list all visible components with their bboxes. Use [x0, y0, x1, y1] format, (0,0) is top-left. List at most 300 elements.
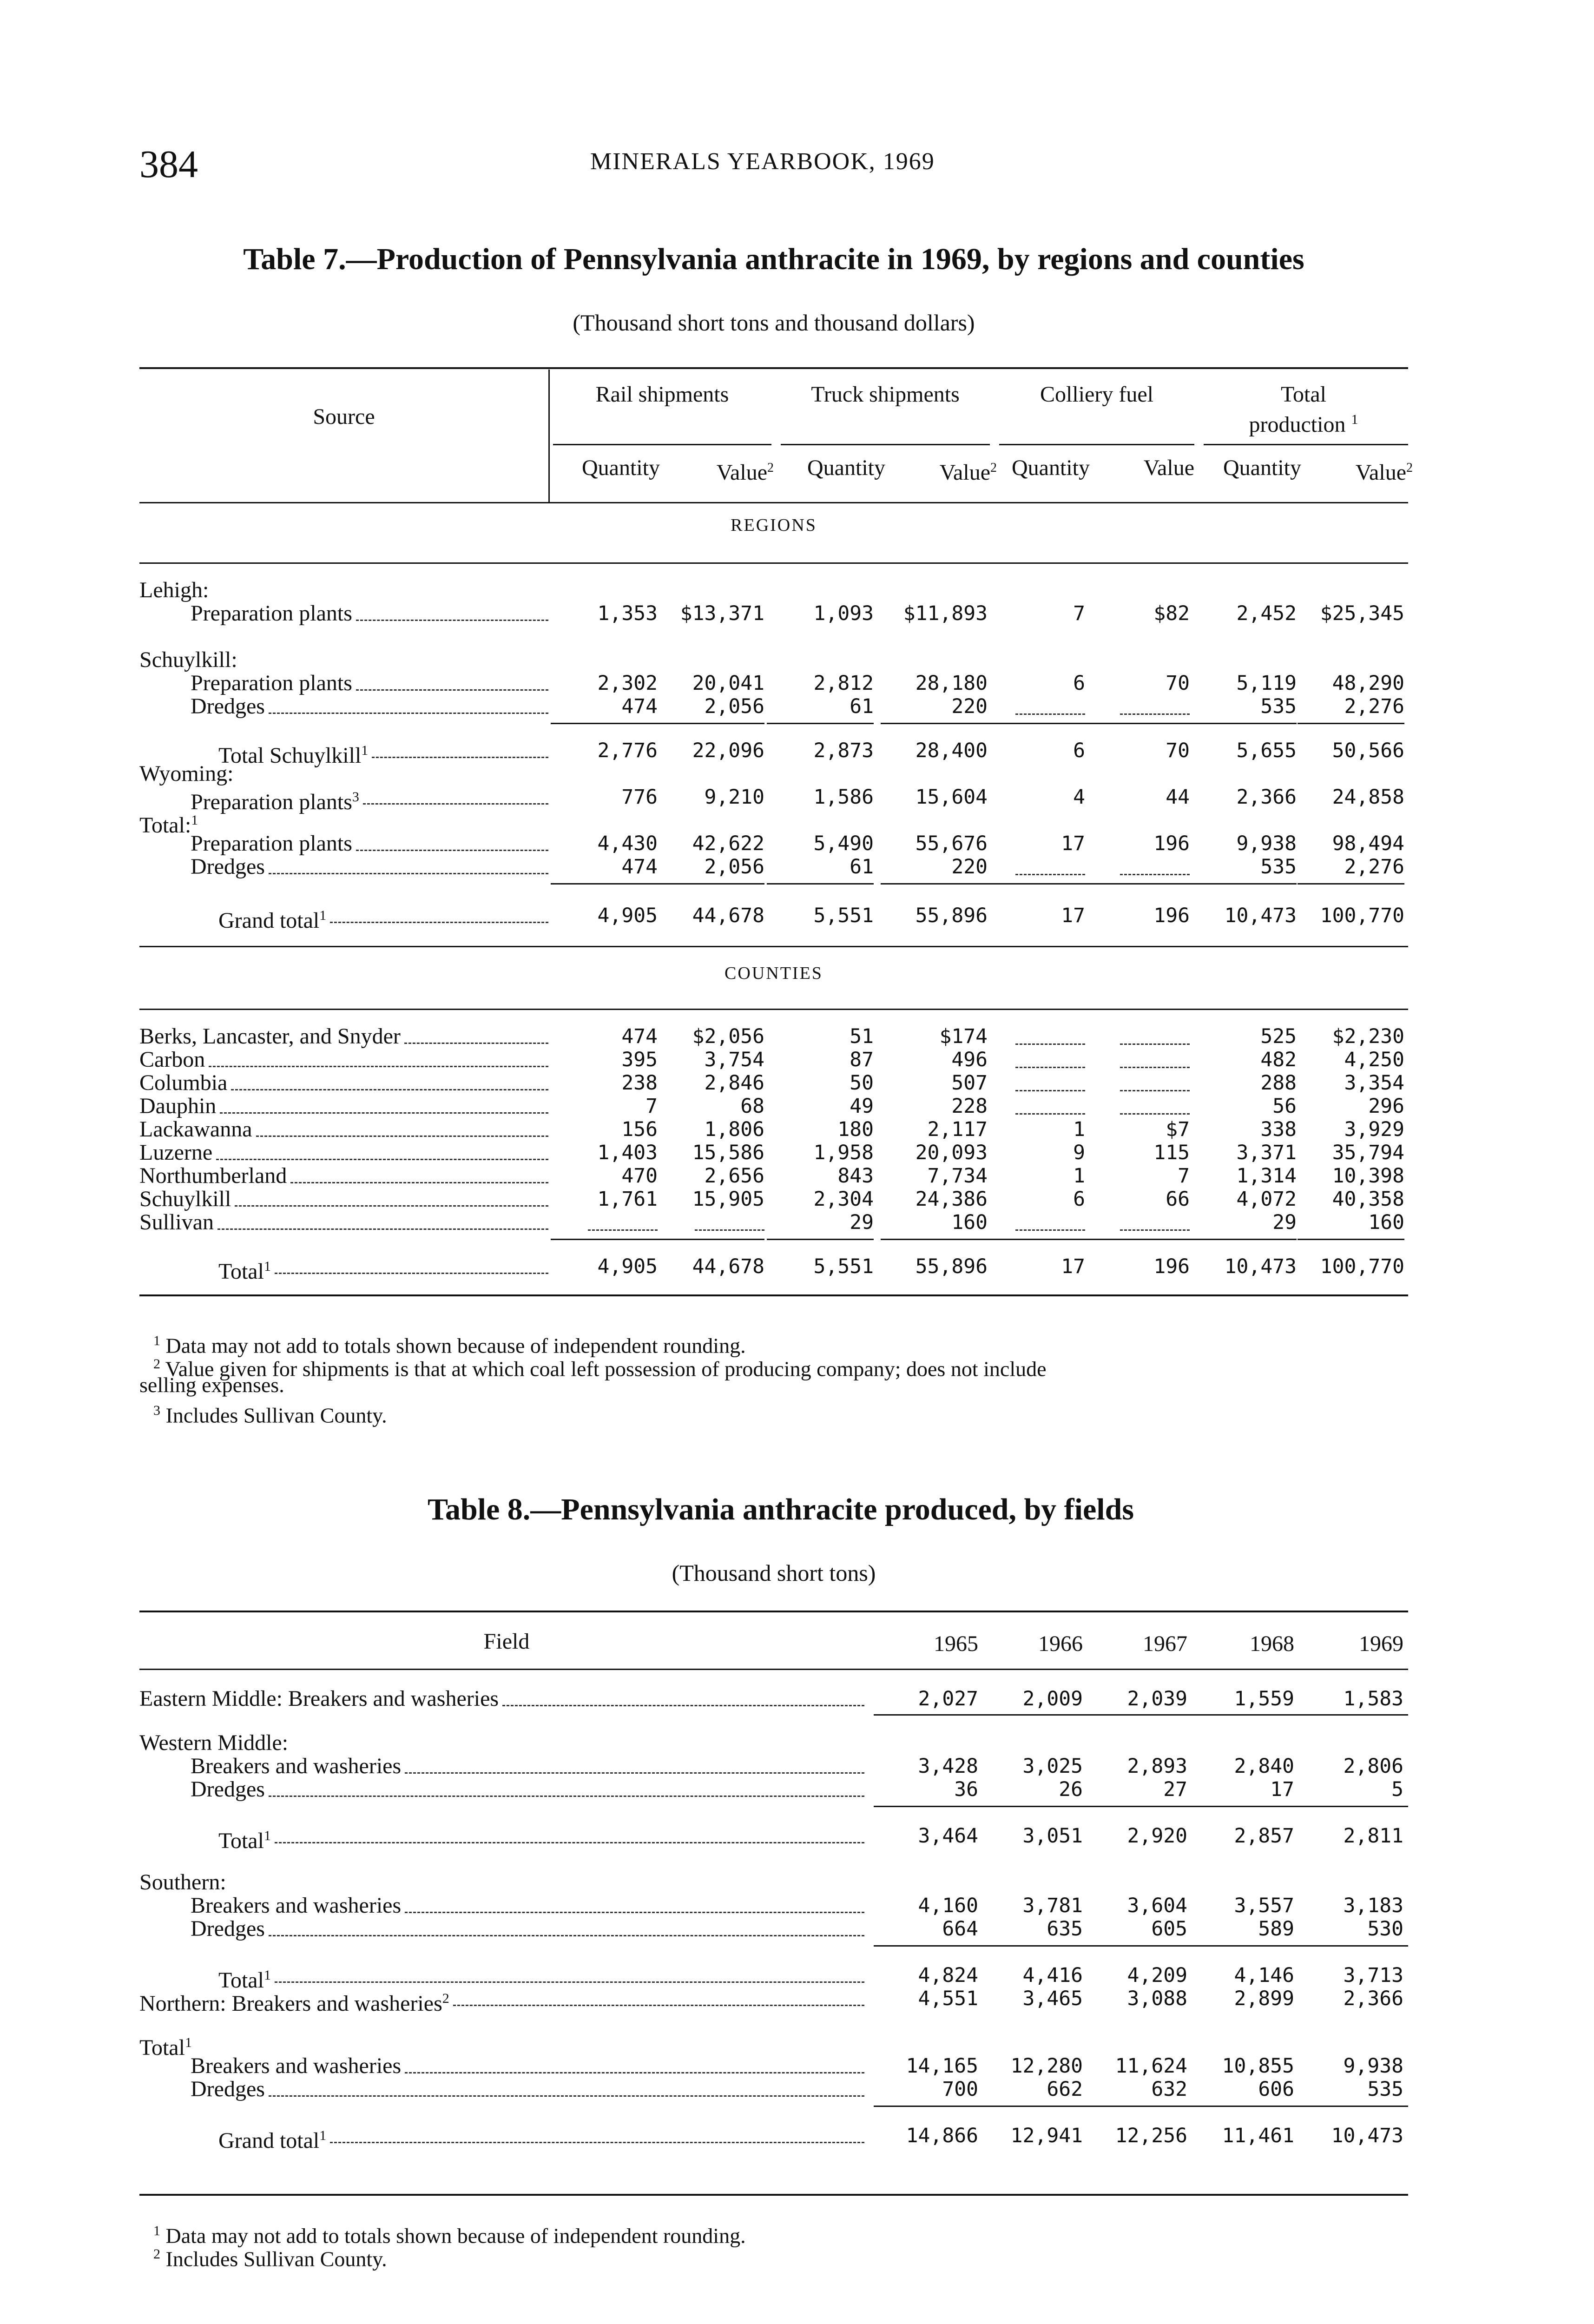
cell-value: 50,566	[1332, 739, 1404, 762]
rail-group-rule	[553, 444, 771, 445]
footnote-mark: 2	[153, 2246, 160, 2262]
cell-value: 3,088	[1127, 1987, 1187, 2010]
subtotal-rule	[551, 723, 658, 724]
subtotal-rule	[874, 2106, 1408, 2107]
footnote	[139, 1373, 284, 1397]
cell-value: 5,490	[813, 832, 874, 855]
cell-value: 2,304	[813, 1188, 874, 1211]
cell-value: 1,314	[1236, 1164, 1297, 1188]
section-regions: REGIONS	[731, 515, 817, 535]
cell-value: 9,210	[704, 786, 764, 809]
table7.county_rows-label: Schuylkill	[139, 1187, 231, 1211]
subtotal-rule	[1083, 723, 1190, 724]
subtotal-rule	[1083, 883, 1190, 885]
cell-value: 3,557	[1234, 1894, 1294, 1917]
table7.county_rows-label: Columbia	[139, 1070, 228, 1095]
subtotal-rule	[551, 883, 658, 885]
cell-value: 61	[850, 695, 874, 718]
table8-row-label: Grand total$^1$	[218, 2128, 327, 2153]
footnote-mark: 1	[263, 1828, 271, 1843]
leader-dots	[405, 1912, 864, 1913]
table8-row-label: Breakers and washeries	[191, 2053, 402, 2078]
cell-value: 4,250	[1344, 1048, 1404, 1071]
subtotal-rule	[874, 1945, 1408, 1947]
subtotal-rule	[658, 883, 764, 885]
footnote-mark: 3	[153, 1403, 160, 1418]
footnote-mark: 1	[153, 1333, 160, 1348]
footnote	[153, 2243, 387, 2271]
table8-row-label: Dredges	[191, 2077, 265, 2101]
cell-value: 160	[1368, 1211, 1404, 1234]
cell-value: 87	[850, 1048, 874, 1071]
cell-value: 5,655	[1236, 739, 1297, 762]
cell-value: 2,039	[1127, 1687, 1187, 1710]
cell-value: 26	[1059, 1778, 1083, 1801]
year-header-1969: 1969	[1359, 1631, 1403, 1656]
cell-value: 1,586	[813, 786, 874, 809]
cell-value: 28,180	[915, 672, 988, 695]
table8-col-field: Field	[483, 1629, 530, 1654]
leader-dots	[269, 1935, 864, 1936]
footnote-mark: 2	[767, 461, 774, 475]
cell-value: 1	[1073, 1164, 1085, 1188]
cell-value: 2,857	[1234, 1824, 1294, 1848]
cell-value: 22,096	[692, 739, 764, 762]
cell-value: 2,920	[1127, 1824, 1187, 1848]
table7.region_rows-label: Schuylkill:	[139, 647, 237, 672]
leader-dots	[404, 1043, 548, 1044]
cell-value: 2,056	[704, 855, 764, 878]
table7.region_rows-label: Grand total$^1$	[218, 908, 327, 933]
subtotal-rule	[881, 883, 988, 885]
year-header-1968: 1968	[1250, 1631, 1294, 1656]
cell-value: 2,366	[1343, 1987, 1403, 2010]
cell-value: 470	[621, 1164, 658, 1188]
subtotal-rule	[978, 723, 1085, 724]
cell-value: 7	[1178, 1164, 1190, 1188]
empty-cell-dashes	[1015, 1043, 1085, 1045]
leader-dots	[356, 850, 548, 851]
cell-value: 238	[621, 1071, 658, 1095]
subhead-value: Value$^2$	[1355, 460, 1413, 485]
table7-group-truck: Truck shipments	[811, 382, 960, 407]
cell-value: 1,761	[597, 1188, 658, 1211]
subtotal-rule	[658, 723, 764, 724]
cell-value: 3,754	[704, 1048, 764, 1071]
cell-value: 11,624	[1115, 2054, 1187, 2078]
leader-dots	[275, 1842, 864, 1843]
cell-value: 2,056	[704, 695, 764, 718]
cell-value: 1,403	[597, 1141, 658, 1164]
cell-value: 3,464	[918, 1824, 978, 1848]
cell-value: 24,386	[915, 1188, 988, 1211]
table7.county_rows-label: Dauphin	[139, 1094, 217, 1118]
subtotal-rule	[1190, 883, 1297, 885]
cell-value: 55,896	[915, 904, 988, 927]
cell-value: 196	[1153, 1255, 1190, 1278]
cell-value: 98,494	[1332, 832, 1404, 855]
cell-value: 2,811	[1343, 1824, 1403, 1848]
leader-dots	[405, 1772, 864, 1774]
cell-value: 115	[1153, 1141, 1190, 1164]
table7-header-rule	[139, 502, 1408, 503]
cell-value: 68	[740, 1095, 764, 1118]
running-title: MINERALS YEARBOOK, 1969	[590, 148, 935, 175]
footnote-text: Includes Sullivan County.	[165, 1403, 387, 1427]
table7.region_rows-label: Preparation plants	[191, 671, 352, 695]
year-header-1966: 1966	[1038, 1631, 1083, 1656]
cell-value: 1,353	[597, 602, 658, 625]
footnote-mark: 1	[361, 743, 369, 758]
subtotal-rule	[881, 1239, 988, 1240]
leader-dots	[269, 2095, 864, 2097]
footnote-text: Value given for shipments is that at which coal left possession of producing company; does not include	[165, 1357, 1047, 1381]
cell-value: 29	[1272, 1211, 1297, 1234]
cell-value: 100,770	[1320, 1255, 1404, 1278]
table8-header-rule	[139, 1669, 1408, 1670]
cell-value: 589	[1258, 1917, 1294, 1941]
subtotal-rule	[767, 723, 874, 724]
footnote-text: Data may not add to totals shown because of independent rounding.	[165, 2224, 746, 2248]
footnote-mark: 1	[319, 908, 327, 923]
cell-value: 843	[837, 1164, 874, 1188]
cell-value: 10,473	[1224, 904, 1297, 927]
empty-cell-dashes	[588, 1229, 658, 1231]
cell-value: 2,276	[1344, 695, 1404, 718]
cell-value: 4,905	[597, 1255, 658, 1278]
cell-value: 530	[1367, 1917, 1403, 1941]
table7-group-total	[1199, 382, 1408, 437]
table8-top-rule	[139, 1611, 1408, 1612]
cell-value: 2,893	[1127, 1755, 1187, 1778]
cell-value: 17	[1061, 832, 1085, 855]
table8-row-label: Total$^1$	[139, 2035, 192, 2060]
subtotal-rule	[1298, 1239, 1404, 1240]
subtotal-rule	[1298, 883, 1404, 885]
cell-value: 2,776	[597, 739, 658, 762]
cell-value: 12,941	[1010, 2124, 1083, 2147]
cell-value: $82	[1153, 602, 1190, 625]
cell-value: 296	[1368, 1095, 1404, 1118]
footnote-mark: 2	[1406, 461, 1413, 475]
subtotal-rule	[874, 1714, 1408, 1716]
table8-row-label: Western Middle:	[139, 1730, 289, 1755]
table7.region_rows-label: Preparation plants	[191, 831, 352, 856]
table8-row-label: Northern: Breakers and washeries$^2$	[139, 1991, 449, 2016]
cell-value: 3,371	[1236, 1141, 1297, 1164]
cell-value: 160	[951, 1211, 988, 1234]
cell-value: 1,806	[704, 1118, 764, 1141]
table8-title: Table 8.—Pennsylvania anthracite produced, by fields	[427, 1492, 1134, 1526]
cell-value: 15,586	[692, 1141, 764, 1164]
cell-value: 474	[621, 855, 658, 878]
cell-value: 2,846	[704, 1071, 764, 1095]
cell-value: 5,551	[813, 904, 874, 927]
cell-value: 15,905	[692, 1188, 764, 1211]
cell-value: 2,899	[1234, 1987, 1294, 2010]
cell-value: 700	[942, 2078, 978, 2101]
subhead-quantity: Quantity	[1223, 456, 1301, 480]
cell-value: 5,551	[813, 1255, 874, 1278]
table7.region_rows-label: Preparation plants	[191, 601, 352, 626]
cell-value: 4,072	[1236, 1188, 1297, 1211]
cell-value: 338	[1260, 1118, 1297, 1141]
subtotal-rule	[978, 883, 1085, 885]
cell-value: 6	[1073, 739, 1085, 762]
cell-value: 36	[954, 1778, 978, 1801]
cell-value: 10,473	[1224, 1255, 1297, 1278]
table7-regions-rule	[139, 562, 1408, 564]
cell-value: 635	[1047, 1917, 1083, 1941]
subhead-quantity: Quantity	[807, 456, 885, 480]
cell-value: 2,812	[813, 672, 874, 695]
cell-value: 2,656	[704, 1164, 764, 1188]
cell-value: 4,824	[918, 1964, 978, 1987]
cell-value: 35,794	[1332, 1141, 1404, 1164]
cell-value: 48,290	[1332, 672, 1404, 695]
leader-dots	[372, 757, 548, 758]
cell-value: 5	[1391, 1778, 1403, 1801]
leader-dots	[216, 1159, 548, 1160]
cell-value: 605	[1151, 1917, 1187, 1941]
cell-value: 632	[1151, 2078, 1187, 2101]
table7.region_rows-label: Total:$^1$	[139, 812, 198, 838]
table7.region_rows-label: Lehigh:	[139, 578, 209, 602]
footnote-text: Includes Sullivan County.	[165, 2247, 387, 2271]
subtotal-rule	[767, 883, 874, 885]
leader-dots	[231, 1089, 548, 1090]
footnote-mark: 1	[153, 2223, 160, 2238]
cell-value: 196	[1153, 904, 1190, 927]
leader-dots	[363, 803, 548, 805]
leader-dots	[330, 2142, 864, 2143]
table8-row-label: Breakers and washeries	[191, 1893, 402, 1918]
empty-cell-dashes	[1015, 1229, 1085, 1231]
cell-value: 7	[646, 1095, 658, 1118]
table8-row-label: Dredges	[191, 1916, 265, 1941]
cell-value: 7,734	[927, 1164, 988, 1188]
cell-value: 5,119	[1236, 672, 1297, 695]
subtotal-rule	[767, 1239, 874, 1240]
cell-value: 395	[621, 1048, 658, 1071]
cell-value: 2,806	[1343, 1755, 1403, 1778]
cell-value: 3,051	[1022, 1824, 1083, 1848]
cell-value: 2,366	[1236, 786, 1297, 809]
cell-value: 29	[850, 1211, 874, 1234]
footnote-mark: 1	[1351, 412, 1358, 427]
table8-row-label: Total$^1$	[218, 1967, 271, 1993]
cell-value: 4,146	[1234, 1964, 1294, 1987]
table8-subtitle: (Thousand short tons)	[672, 1560, 876, 1586]
subtotal-rule	[1083, 1239, 1190, 1240]
table7-col-source: Source	[313, 404, 375, 429]
cell-value: 535	[1367, 2078, 1403, 2101]
cell-value: 474	[621, 1025, 658, 1048]
cell-value: 70	[1166, 739, 1190, 762]
footnote-mark: 1	[191, 812, 198, 828]
cell-value: 44,678	[692, 904, 764, 927]
cell-value: 9,938	[1343, 2054, 1403, 2078]
cell-value: 6	[1073, 672, 1085, 695]
cell-value: 1,583	[1343, 1687, 1403, 1710]
subtotal-rule	[1190, 1239, 1297, 1240]
footnote-text: Data may not add to totals shown because of independent rounding.	[165, 1334, 746, 1358]
leader-dots	[356, 689, 548, 691]
cell-value: 662	[1047, 2078, 1083, 2101]
leader-dots	[453, 2005, 864, 2006]
subtotal-rule	[874, 1806, 1408, 1807]
leader-dots	[269, 1796, 864, 1797]
cell-value: 42,622	[692, 832, 764, 855]
cell-value: 28,400	[915, 739, 988, 762]
table8-row-label: Southern:	[139, 1870, 226, 1895]
table7-bottom-rule	[139, 1294, 1408, 1296]
cell-value: 70	[1166, 672, 1190, 695]
cell-value: 4,209	[1127, 1964, 1187, 1987]
subhead-value: Value	[1143, 456, 1194, 480]
cell-value: 220	[951, 695, 988, 718]
table7.county_rows-label: Sullivan	[139, 1210, 214, 1235]
truck-group-rule	[781, 444, 990, 445]
cell-value: 6	[1073, 1188, 1085, 1211]
cell-value: 10,473	[1331, 2124, 1403, 2147]
cell-value: 3,713	[1343, 1964, 1403, 1987]
footnote-mark: 1	[263, 1967, 271, 1983]
table7-group-colliery: Colliery fuel	[1040, 382, 1153, 407]
cell-value: 2,452	[1236, 602, 1297, 625]
footnote	[153, 1399, 387, 1427]
subtotal-rule	[551, 1239, 658, 1240]
table7.county_rows-label: Carbon	[139, 1047, 205, 1072]
cell-value: 17	[1061, 904, 1085, 927]
cell-value: 180	[837, 1118, 874, 1141]
cell-value: 664	[942, 1917, 978, 1941]
cell-value: 10,398	[1332, 1164, 1404, 1188]
cell-value: 3,183	[1343, 1894, 1403, 1917]
subtotal-rule	[881, 723, 988, 724]
cell-value: 17	[1270, 1778, 1294, 1801]
cell-value: 20,041	[692, 672, 764, 695]
cell-value: 61	[850, 855, 874, 878]
cell-value: 3,604	[1127, 1894, 1187, 1917]
cell-value: 776	[621, 786, 658, 809]
cell-value: 17	[1061, 1255, 1085, 1278]
cell-value: 51	[850, 1025, 874, 1048]
table7-counties-top-rule	[139, 946, 1408, 947]
table7-group-rail: Rail shipments	[595, 382, 729, 407]
subtotal-rule	[1298, 723, 1404, 724]
section-counties: COUNTIES	[725, 964, 823, 983]
cell-value: 4	[1073, 786, 1085, 809]
cell-value: 196	[1153, 832, 1190, 855]
cell-value: 40,358	[1332, 1188, 1404, 1211]
leader-dots	[290, 1182, 548, 1183]
leader-dots	[256, 1136, 548, 1137]
cell-value: $7	[1166, 1118, 1190, 1141]
leader-dots	[235, 1205, 548, 1207]
leader-dots	[275, 1981, 864, 1983]
cell-value: 2,873	[813, 739, 874, 762]
cell-value: 4,160	[918, 1894, 978, 1917]
production-word: production	[1249, 412, 1346, 437]
cell-value: 535	[1260, 695, 1297, 718]
cell-value: $11,893	[903, 602, 988, 625]
year-header-1965: 1965	[934, 1631, 978, 1656]
table7.county_rows-label: Luzerne	[139, 1140, 213, 1165]
cell-value: 2,276	[1344, 855, 1404, 878]
cell-value: 1,093	[813, 602, 874, 625]
leader-dots	[269, 873, 548, 874]
empty-cell-dashes	[1015, 1113, 1085, 1115]
cell-value: $13,371	[680, 602, 764, 625]
empty-cell-dashes	[1015, 1090, 1085, 1091]
cell-value: 156	[621, 1118, 658, 1141]
subhead-value: Value$^2$	[939, 460, 997, 485]
cell-value: 66	[1166, 1188, 1190, 1211]
subhead-value: Value$^2$	[716, 460, 774, 485]
cell-value: 3,354	[1344, 1071, 1404, 1095]
leader-dots	[220, 1112, 548, 1114]
leader-dots	[356, 620, 548, 621]
cell-value: 2,302	[597, 672, 658, 695]
cell-value: 3,428	[918, 1755, 978, 1778]
table7.region_rows-label: Preparation plants$^3$	[191, 789, 359, 814]
table7.region_rows-label: Dredges	[191, 694, 265, 719]
cell-value: 20,093	[915, 1141, 988, 1164]
footnote-mark: 1	[319, 2128, 327, 2143]
table7.region_rows-label: Wyoming:	[139, 761, 234, 786]
cell-value: 9	[1073, 1141, 1085, 1164]
cell-value: 2,027	[918, 1687, 978, 1710]
footnote-mark: 2	[442, 1991, 449, 2006]
cell-value: 2,009	[1022, 1687, 1083, 1710]
leader-dots	[209, 1066, 548, 1067]
empty-cell-dashes	[1015, 713, 1085, 715]
subtotal-rule	[658, 1239, 764, 1240]
table7-subtitle: (Thousand short tons and thousand dollars)	[573, 310, 975, 336]
cell-value: $2,230	[1332, 1025, 1404, 1048]
table7.county_rows-label: Lackawanna	[139, 1117, 252, 1142]
subhead-quantity: Quantity	[1012, 456, 1090, 480]
cell-value: 535	[1260, 855, 1297, 878]
footnote	[153, 1353, 1047, 1380]
subhead-quantity: Quantity	[582, 456, 660, 480]
leader-dots	[330, 922, 548, 923]
cell-value: 1,958	[813, 1141, 874, 1164]
footnote-text: selling expenses.	[139, 1373, 284, 1397]
cell-value: $25,345	[1320, 602, 1404, 625]
table7.region_rows-label: Total Schuylkill$^1$	[218, 743, 369, 768]
footnote-mark: 3	[352, 789, 359, 805]
cell-value: 1,559	[1234, 1687, 1294, 1710]
page-number: 384	[139, 143, 198, 186]
cell-value: 507	[951, 1071, 988, 1095]
table8-row-label: Total$^1$	[218, 1828, 271, 1853]
cell-value: 55,896	[915, 1255, 988, 1278]
footnote-mark: 2	[990, 461, 997, 475]
cell-value: $174	[939, 1025, 988, 1048]
cell-value: 496	[951, 1048, 988, 1071]
cell-value: 228	[951, 1095, 988, 1118]
cell-value: 2,117	[927, 1118, 988, 1141]
cell-value: 50	[850, 1071, 874, 1095]
footnote-mark: 1	[263, 1259, 271, 1274]
cell-value: 56	[1272, 1095, 1297, 1118]
cell-value: 7	[1073, 602, 1085, 625]
cell-value: 2,840	[1234, 1755, 1294, 1778]
cell-value: 49	[850, 1095, 874, 1118]
cell-value: 11,461	[1222, 2124, 1294, 2147]
